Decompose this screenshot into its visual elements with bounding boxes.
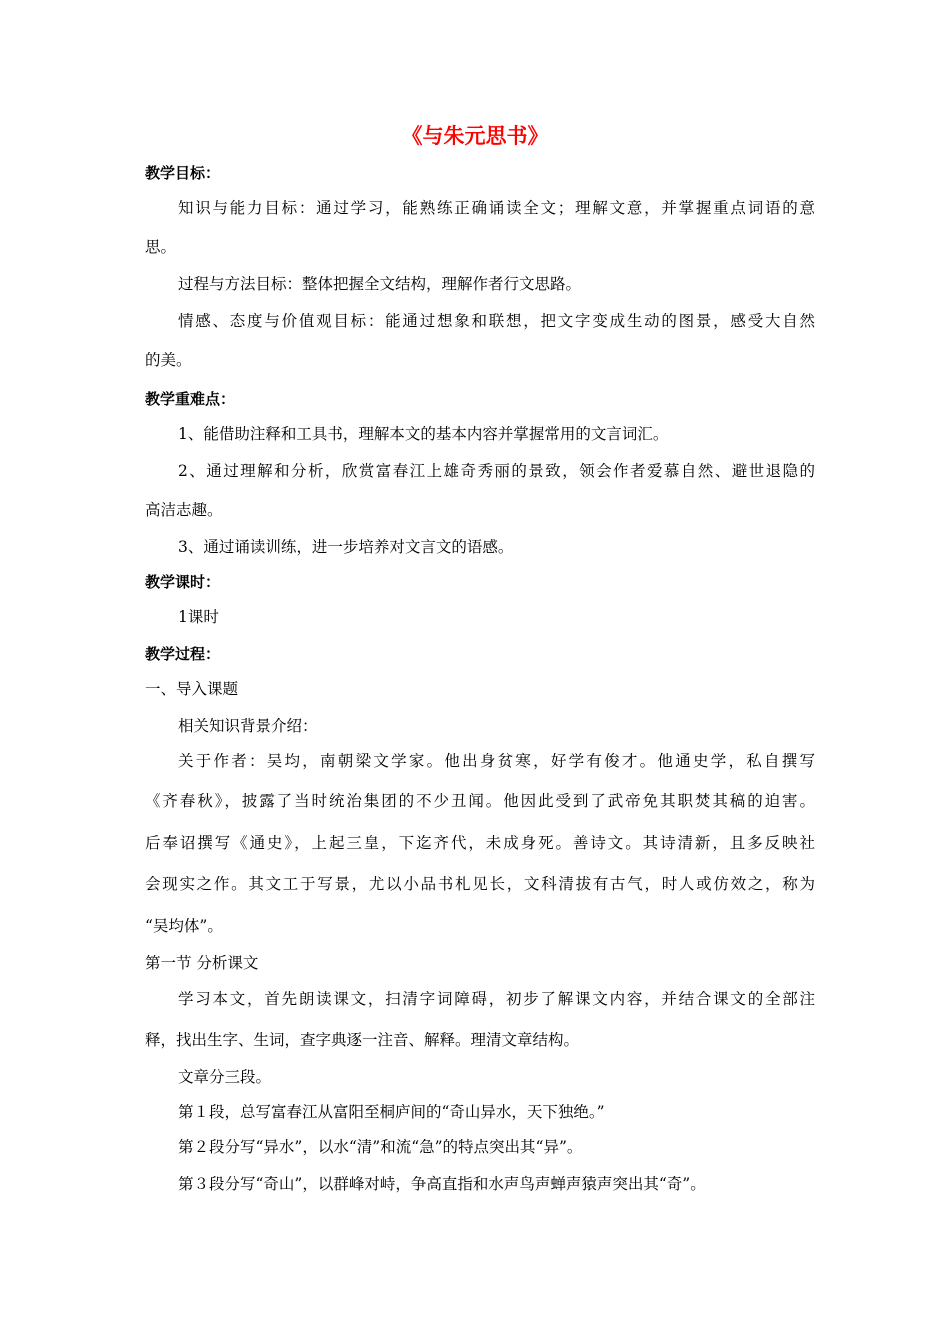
paragraph-line: 1、能借助注释和工具书，理解本文的基本内容并掌握常用的文言词汇。 xyxy=(178,425,669,443)
paragraph-line: “吴均体”。 xyxy=(145,917,223,935)
paragraph-line: 的美。 xyxy=(145,351,192,369)
heading-teaching-goals: 教学目标： xyxy=(145,164,221,182)
paragraph-line: 后奉诏撰写《通史》，上起三皇，下迄齐代，未成身死。善诗文。其诗清新，且多反映社 xyxy=(145,834,815,852)
paragraph-line: 第３段分写“奇山”，以群峰对峙，争高直指和水声鸟声蝉声猿声突出其“奇”。 xyxy=(178,1175,706,1193)
paragraph-line: 关于作者：吴均，南朝梁文学家。他出身贫寒，好学有俊才。他通史学，私自撰写 xyxy=(178,752,815,770)
section-heading: 一、导入课题 xyxy=(145,680,239,698)
paragraph-line: 文章分三段。 xyxy=(178,1068,272,1086)
section-heading: 第一节 分析课文 xyxy=(145,954,259,972)
paragraph-line: 第２段分写“异水”，以水“清”和流“急”的特点突出其“异”。 xyxy=(178,1138,583,1156)
heading-key-points: 教学重难点： xyxy=(145,390,236,408)
paragraph-line: 释，找出生字、生词，查字典逐一注音、解释。理清文章结构。 xyxy=(145,1031,580,1049)
paragraph-line: 1课时 xyxy=(178,608,219,626)
paragraph-line: 3、通过诵读训练，进一步培养对文言文的语感。 xyxy=(178,538,514,556)
paragraph-line: 《齐春秋》，披露了当时统治集团的不少丑闻。他因此受到了武帝免其职焚其稿的迫害。 xyxy=(145,792,815,810)
heading-teaching-process: 教学过程： xyxy=(145,645,221,663)
paragraph-line: 思。 xyxy=(145,238,177,256)
paragraph-line: 知识与能力目标：通过学习，能熟练正确诵读全文；理解文意，并掌握重点词语的意 xyxy=(178,199,815,217)
paragraph-line: 高洁志趣。 xyxy=(145,501,223,519)
paragraph-line: 2、通过理解和分析，欣赏富春江上雄奇秀丽的景致，领会作者爱慕自然、避世退隐的 xyxy=(178,462,815,480)
paragraph-line: 第１段，总写富春江从富阳至桐庐间的“奇山异水，天下独绝。” xyxy=(178,1103,605,1121)
document-title: 《与朱元思书》 xyxy=(401,124,549,148)
heading-class-hours: 教学课时： xyxy=(145,573,221,591)
paragraph-line: 过程与方法目标：整体把握全文结构，理解作者行文思路。 xyxy=(178,275,582,293)
paragraph-line: 情感、态度与价值观目标：能通过想象和联想，把文字变成生动的图景，感受大自然 xyxy=(178,312,815,330)
paragraph-line: 会现实之作。其文工于写景，尤以小品书札见长，文科清拔有古气，时人或仿效之，称为 xyxy=(145,875,815,893)
paragraph-line: 学习本文，首先朗读课文，扫清字词障碍，初步了解课文内容，并结合课文的全部注 xyxy=(178,990,815,1008)
paragraph-line: 相关知识背景介绍： xyxy=(178,717,318,735)
